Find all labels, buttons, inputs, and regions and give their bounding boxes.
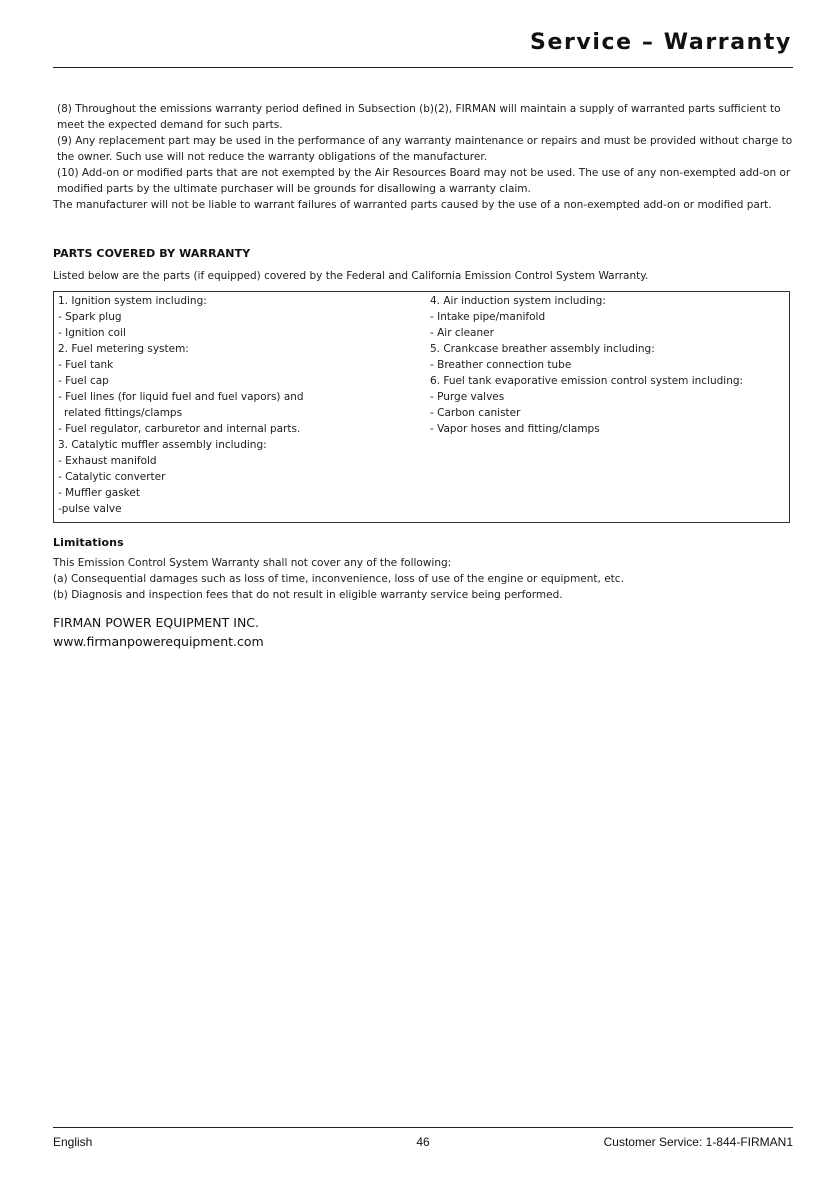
- intro-paragraph-8: (8) Throughout the emissions warranty period defined in Subsection (b)(2), FIRMAN will maintain a supply of warranted parts sufficient to meet the expected demand for such parts.: [57, 103, 781, 131]
- parts-item: -pulse valve: [58, 503, 122, 515]
- intro-text: [53, 101, 793, 213]
- limitations-text: [53, 555, 793, 603]
- parts-item: 6. Fuel tank evaporative emission control system including:: [430, 375, 744, 387]
- parts-item: related fittings/clamps: [64, 407, 183, 419]
- parts-intro: Listed below are the parts (if equipped) covered by the Federal and California Emission Control System Warranty.: [53, 270, 649, 282]
- limitations-line: (a) Consequential damages such as loss of time, inconvenience, loss of use of the engine or equipment, etc.: [53, 573, 624, 585]
- company-website: www.firmanpowerequipment.com: [53, 634, 264, 649]
- parts-item: - Intake pipe/manifold: [430, 311, 546, 323]
- company-name: FIRMAN POWER EQUIPMENT INC.: [53, 615, 260, 630]
- page-title: Service – Warranty: [530, 30, 792, 55]
- parts-heading: PARTS COVERED BY WARRANTY: [53, 247, 251, 260]
- parts-column-left: [58, 293, 418, 517]
- parts-item: - Fuel tank: [58, 359, 114, 371]
- title-divider: [53, 67, 793, 68]
- parts-item: - Ignition coil: [58, 327, 126, 339]
- parts-item: - Breather connection tube: [430, 359, 572, 371]
- parts-item: - Spark plug: [58, 311, 122, 323]
- parts-item: - Vapor hoses and fitting/clamps: [430, 423, 600, 435]
- limitations-heading: Limitations: [53, 536, 124, 549]
- intro-paragraph-9: (9) Any replacement part may be used in the performance of any warranty maintenance or repairs and must be provided without charge to the owner. Such use will not reduce the warranty obligations of the manufacturer.: [57, 135, 793, 163]
- limitations-line: (b) Diagnosis and inspection fees that do not result in eligible warranty service being performed.: [53, 589, 563, 601]
- footer-customer-service: Customer Service: 1-844-FIRMAN1: [603, 1135, 793, 1149]
- parts-item: 5. Crankcase breather assembly including:: [430, 343, 655, 355]
- parts-item: - Muffler gasket: [58, 487, 140, 499]
- parts-item: - Air cleaner: [430, 327, 494, 339]
- footer-page-number: 46: [416, 1135, 430, 1149]
- parts-column-right: [430, 293, 786, 437]
- limitations-line: This Emission Control System Warranty shall not cover any of the following:: [53, 557, 452, 569]
- footer-language: English: [53, 1135, 93, 1149]
- parts-item: - Catalytic converter: [58, 471, 166, 483]
- company-info: [53, 613, 264, 651]
- parts-item: 3. Catalytic muffler assembly including:: [58, 439, 267, 451]
- parts-item: - Fuel cap: [58, 375, 109, 387]
- parts-item: 4. Air induction system including:: [430, 295, 606, 307]
- parts-item: - Carbon canister: [430, 407, 521, 419]
- parts-item: - Exhaust manifold: [58, 455, 157, 467]
- parts-item: 1. Ignition system including:: [58, 295, 207, 307]
- intro-liability-note: The manufacturer will not be liable to warrant failures of warranted parts caused by the use of a non-exempted add-on or modified part.: [53, 199, 772, 211]
- parts-item: - Fuel lines (for liquid fuel and fuel vapors) and: [58, 391, 304, 403]
- intro-paragraph-10: (10) Add-on or modified parts that are not exempted by the Air Resources Board may not be used. The use of any non-exempted add-on or modified parts by the ultimate purchaser will be grounds for disallowing a warranty claim.: [57, 167, 791, 195]
- parts-item: - Fuel regulator, carburetor and internal parts.: [58, 423, 301, 435]
- parts-item: 2. Fuel metering system:: [58, 343, 189, 355]
- parts-table: [53, 291, 790, 523]
- parts-item: - Purge valves: [430, 391, 505, 403]
- footer-divider: [53, 1127, 793, 1128]
